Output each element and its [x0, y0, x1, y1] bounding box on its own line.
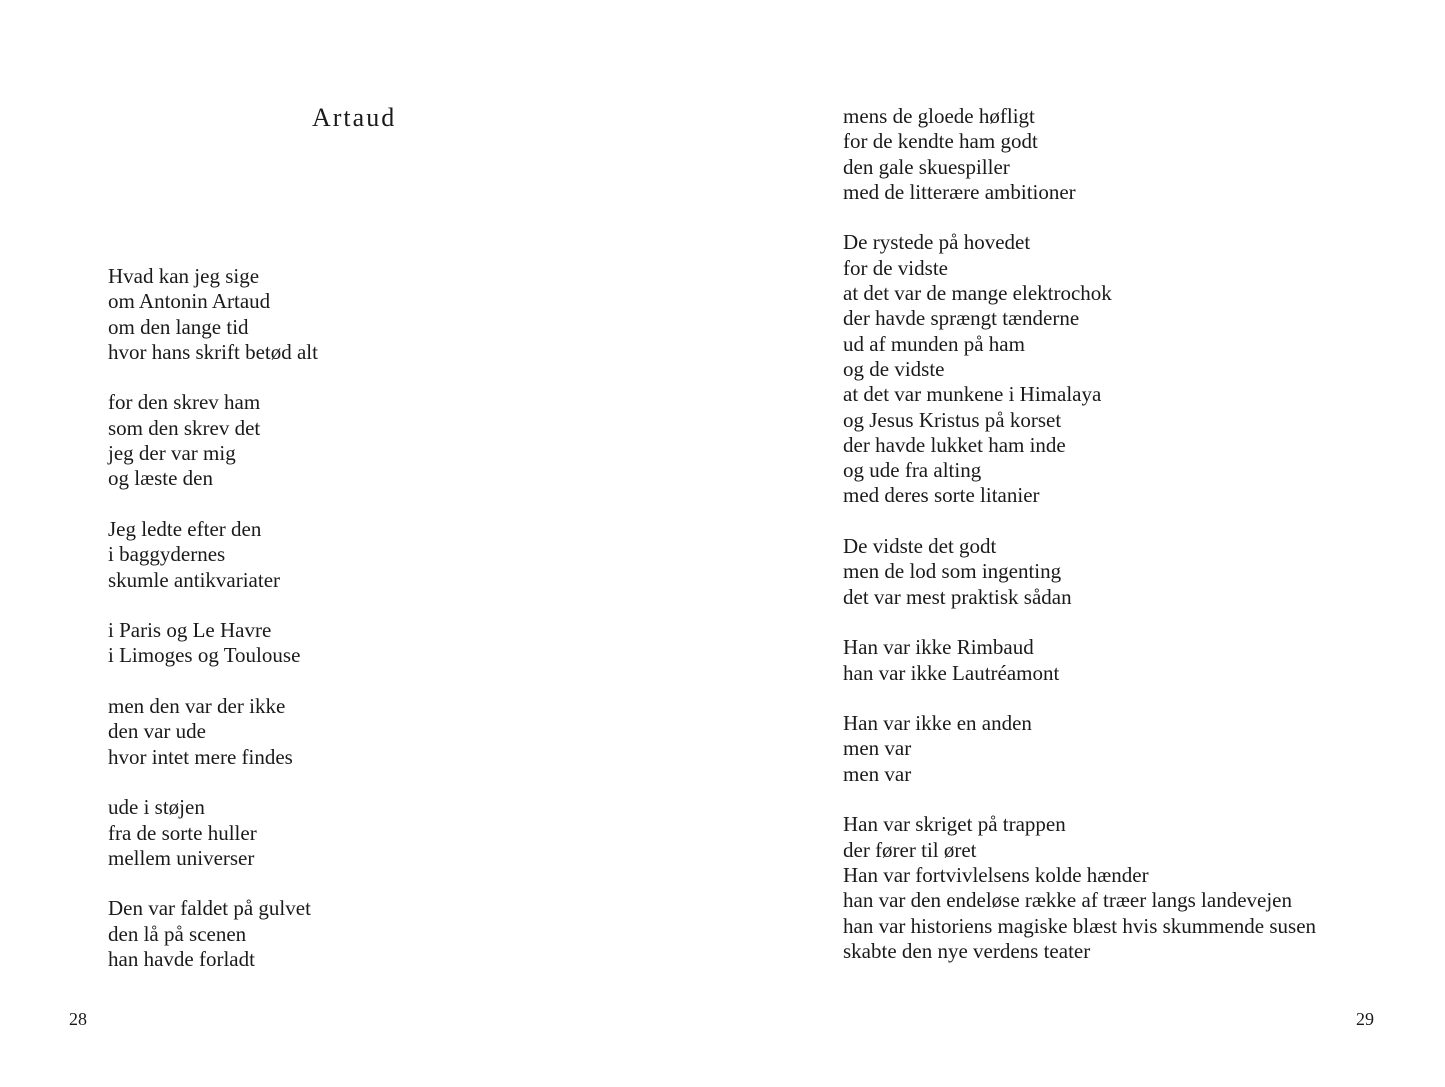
poem-line: De vidste det godt [843, 534, 997, 559]
poem-line: jeg der var mig [108, 441, 236, 466]
poem-line: om Antonin Artaud [108, 289, 271, 314]
stanza [108, 390, 318, 491]
poem-line: han var historiens magiske blæst hvis skummende susen [843, 913, 1317, 938]
poem-line: for de vidste [843, 255, 948, 280]
stanza [108, 896, 318, 972]
poem-line: med de litterære ambitioner [843, 179, 1076, 204]
poem-line: men de lod som ingenting [843, 559, 1062, 584]
stanza [843, 711, 1316, 787]
page-number-right: 29 [1356, 1009, 1374, 1029]
poem-line: og Jesus Kristus på korset [843, 407, 1062, 432]
poem-line: hvor intet mere findes [108, 744, 293, 769]
stanza [108, 795, 318, 871]
poem-line: i baggydernes [108, 542, 226, 567]
poem-line: og de vidste [843, 356, 945, 381]
poem-line: Jeg ledte efter den [108, 516, 262, 541]
poem-line: skumle antikvariater [108, 567, 281, 592]
stanza [843, 104, 1316, 205]
poem-line: og læste den [108, 466, 213, 491]
poem-line: med deres sorte litanier [843, 483, 1040, 508]
poem-line: Han var skriget på trappen [843, 812, 1066, 837]
poem-line: der fører til øret [843, 837, 977, 862]
poem-line: Han var ikke Rimbaud [843, 635, 1034, 660]
poem-line: for de kendte ham godt [843, 129, 1038, 154]
poem-line: det var mest praktisk sådan [843, 584, 1072, 609]
poem-line: hvor hans skrift betød alt [108, 339, 318, 364]
poem-line: mellem universer [108, 845, 255, 870]
stanza [108, 694, 318, 770]
poem-line: men den var der ikke [108, 694, 286, 719]
stanza [108, 517, 318, 593]
poem-line: for den skrev ham [108, 390, 261, 415]
poem-line: men var [843, 736, 912, 761]
poem-line: at det var munkene i Himalaya [843, 382, 1102, 407]
poem-line: han var ikke Lautréamont [843, 660, 1060, 685]
poem-line: han havde forladt [108, 947, 255, 972]
stanza [843, 812, 1316, 964]
poem-line: i Limoges og Toulouse [108, 643, 301, 668]
poem-line: den gale skuespiller [843, 154, 1010, 179]
stanza [108, 618, 318, 669]
poem-line: ude i støjen [108, 795, 205, 820]
poem-body-left [108, 264, 318, 972]
poem-line: den lå på scenen [108, 921, 247, 946]
poem-line: den var ude [108, 719, 206, 744]
poem-line: De rystede på hovedet [843, 230, 1031, 255]
poem-line: om den lange tid [108, 314, 249, 339]
poem-line: men var [843, 761, 912, 786]
left-page [0, 0, 722, 1087]
poem-body-right [843, 104, 1316, 964]
poem-line: Den var faldet på gulvet [108, 896, 311, 921]
stanza [843, 534, 1316, 610]
poem-line: som den skrev det [108, 415, 261, 440]
stanza [108, 264, 318, 365]
poem-line: og ude fra alting [843, 458, 982, 483]
stanza [843, 635, 1316, 686]
poem-line: fra de sorte huller [108, 820, 257, 845]
poem-title: Artaud [312, 103, 397, 132]
poem-line: Hvad kan jeg sige [108, 264, 260, 288]
poem-line: Han var fortvivlelsens kolde hænder [843, 862, 1149, 887]
poem-line: i Paris og Le Havre [108, 618, 272, 643]
poem-line: at det var de mange elektrochok [843, 281, 1112, 306]
poem-line: han var den endeløse række af træer langs landevejen [843, 888, 1292, 913]
poem-line: mens de gloede høfligt [843, 104, 1035, 128]
poem-line: skabte den nye verdens teater [843, 938, 1091, 963]
page-number-left: 28 [69, 1009, 87, 1029]
poem-line: der havde lukket ham inde [843, 432, 1066, 457]
poem-line: Han var ikke en anden [843, 711, 1032, 736]
poem-line: der havde sprængt tænderne [843, 306, 1080, 331]
poem-line: ud af munden på ham [843, 331, 1025, 356]
stanza [843, 230, 1316, 508]
right-page [722, 0, 1445, 1087]
